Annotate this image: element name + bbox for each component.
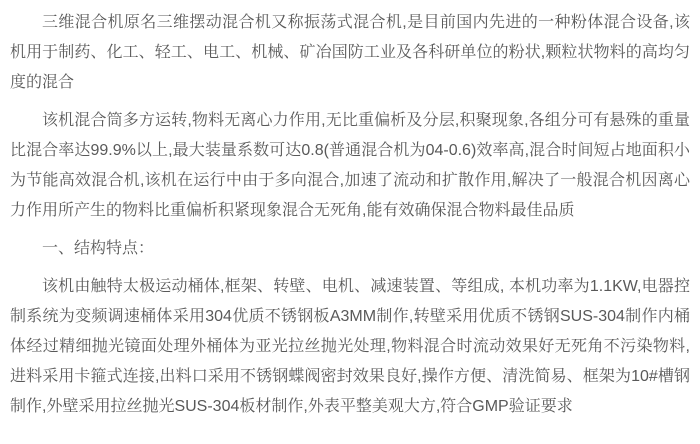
document-body xyxy=(0,8,700,422)
section-heading-structure-features: 一、结构特点： xyxy=(42,240,155,257)
performance-paragraph: 该机混合筒多方运转,物料无离心力作用,无比重偏析及分层,积聚现象,各组分可有悬殊的重量比混合率达99.9%以上,最大装量系数可达0.8(普通混合机为04-0.6)效率高,混合时间短占地面积小为节能高效混合机,该机在运行中由于多向混合,加速了流动和扩散作用,解决了一般混合机因离心力作用所产生的物料比重偏析积紧现象混合无死角,能有效确保混合物料最佳品质 xyxy=(10,112,690,219)
structure-paragraph: 该机由触特太极运动桶体,框架、转壁、电机、减速装置、等组成, 本机功率为1.1KW,电器控制系统为变频调速桶体采用304优质不锈钢板A3MM制作,转壁采用优质不锈钢SUS-304制作内桶体经过精细抛光镜面处理外桶体为亚光拉丝抛光处理,物料混合时流动效果好无死角不污染物料,进料采用卡箍式连接,出料口采用不锈钢蝶阀密封效果良好,操作方便、清洗简易、框架为10#槽钢制作,外壁采用拉丝抛光SUS-304板材制作,外表平整美观大方,符合GMP验证要求 xyxy=(10,278,690,415)
intro-paragraph: 三维混合机原名三维摆动混合机又称振荡式混合机,是目前国内先进的一种粉体混合设备,该机用于制药、化工、轻工、电工、机械、矿冶国防工业及各科研单位的粉状,颗粒状物料的高均匀度的混合 xyxy=(10,14,690,91)
